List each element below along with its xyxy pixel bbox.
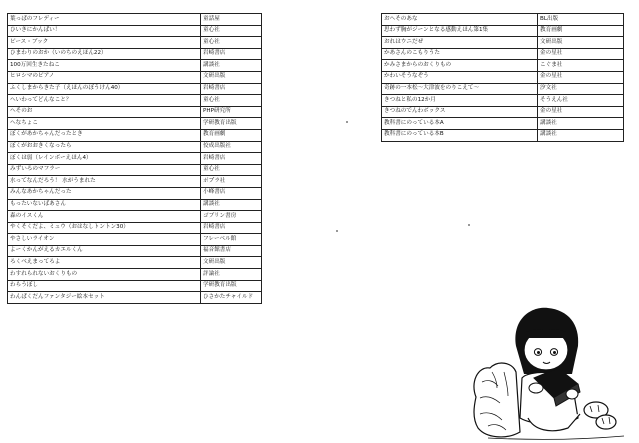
book-title: 水ってなんだろう！ 水がうまれた xyxy=(8,176,201,188)
book-publisher: ポプラ社 xyxy=(201,176,262,188)
book-publisher: 文研出版 xyxy=(201,71,262,83)
book-title: ぼくは弱（レインボーえほん4） xyxy=(8,153,201,165)
scan-speck xyxy=(468,224,470,226)
book-publisher: 福音館書店 xyxy=(201,245,262,257)
book-publisher: フレーベル館 xyxy=(201,234,262,246)
book-row xyxy=(8,60,262,72)
book-title: ひいきにかんぱい！ xyxy=(8,25,201,37)
book-row xyxy=(8,71,262,83)
book-title: おへそのあな xyxy=(382,14,538,26)
book-publisher: 小峰書店 xyxy=(201,187,262,199)
book-title: へいわってどんなこと？ xyxy=(8,95,201,107)
book-publisher: 教育画劇 xyxy=(538,25,624,37)
book-list-right-body xyxy=(382,14,624,142)
book-row xyxy=(8,129,262,141)
book-row xyxy=(8,153,262,165)
book-publisher: 講談社 xyxy=(538,118,624,130)
book-row xyxy=(382,118,624,130)
book-row xyxy=(382,60,624,72)
book-title: ピース・ブック xyxy=(8,37,201,49)
book-row xyxy=(8,257,262,269)
book-publisher: こぐま社 xyxy=(538,60,624,72)
book-publisher: 講談社 xyxy=(538,129,624,141)
book-publisher: ゴブリン書房 xyxy=(201,211,262,223)
book-title: わらうぼし xyxy=(8,280,201,292)
book-list-left xyxy=(7,13,262,304)
book-row xyxy=(8,164,262,176)
book-title: へそのお xyxy=(8,106,201,118)
scan-speck xyxy=(336,230,338,232)
book-title: かあさんのこもりうた xyxy=(382,48,538,60)
book-publisher: 学研教育出版 xyxy=(201,118,262,130)
book-publisher: そうえん社 xyxy=(538,95,624,107)
book-row xyxy=(8,37,262,49)
book-publisher: BL出版 xyxy=(538,14,624,26)
book-title: 思わず胸がジーンとなる感動えほん第1集 xyxy=(382,25,538,37)
book-publisher: 岩崎書店 xyxy=(201,153,262,165)
book-title: 森のイスくん xyxy=(8,211,201,223)
book-row xyxy=(382,14,624,26)
book-publisher: 岩崎書店 xyxy=(201,83,262,95)
book-title: ふくしまからきた子（えほんのぼうけん40） xyxy=(8,83,201,95)
book-row xyxy=(8,245,262,257)
book-publisher: 童心社 xyxy=(201,164,262,176)
book-row xyxy=(8,234,262,246)
book-title: ぼくがおおきくなったら xyxy=(8,141,201,153)
book-title: かわいそうなぞう xyxy=(382,71,538,83)
book-title: ぼくがあかちゃんだったとき xyxy=(8,129,201,141)
book-publisher: 岩崎書店 xyxy=(201,222,262,234)
book-row xyxy=(382,48,624,60)
book-publisher: 佼成出版社 xyxy=(201,141,262,153)
book-row xyxy=(8,280,262,292)
book-publisher: 金の星社 xyxy=(538,48,624,60)
book-row xyxy=(8,211,262,223)
book-row xyxy=(8,141,262,153)
book-row xyxy=(382,83,624,95)
book-row xyxy=(8,118,262,130)
book-title: 奇跡の一本松～大津波をのりこえて～ xyxy=(382,83,538,95)
book-publisher: 評論社 xyxy=(201,269,262,281)
book-publisher: 金の星社 xyxy=(538,71,624,83)
book-title: きつねと私の12か月 xyxy=(382,95,538,107)
hand-shape xyxy=(566,389,578,399)
book-publisher: ひさかたチャイルド xyxy=(201,292,262,304)
book-row xyxy=(8,48,262,60)
book-publisher: 童心社 xyxy=(201,37,262,49)
book-title: ひまわりのおか（いのちのえほん22） xyxy=(8,48,201,60)
book-row xyxy=(8,187,262,199)
book-row xyxy=(8,269,262,281)
book-title: やくそくだよ、ミュウ（おはなしトントン30） xyxy=(8,222,201,234)
book-publisher: PHP研究所 xyxy=(201,106,262,118)
book-title: 教科書にのっている本A xyxy=(382,118,538,130)
book-publisher: 文研出版 xyxy=(538,37,624,49)
book-publisher: 講談社 xyxy=(201,60,262,72)
hand-shape xyxy=(529,383,543,393)
book-title: ヒロシマのピアノ xyxy=(8,71,201,83)
book-publisher: 講談社 xyxy=(201,199,262,211)
book-publisher: 童話屋 xyxy=(201,14,262,26)
book-title: かみさまからのおくりもの xyxy=(382,60,538,72)
child-reading-book-illustration xyxy=(468,302,628,442)
book-row xyxy=(382,37,624,49)
book-row xyxy=(8,14,262,26)
book-row xyxy=(382,71,624,83)
book-list-right xyxy=(381,13,624,142)
book-title: へなちょこ xyxy=(8,118,201,130)
book-title: わんぱくだんファンタジー絵本セット xyxy=(8,292,201,304)
book-publisher: 岩崎書店 xyxy=(201,48,262,60)
book-title: わすれられないおくりもの xyxy=(8,269,201,281)
book-publisher: 文研出版 xyxy=(201,257,262,269)
book-list-left-body xyxy=(8,14,262,304)
book-publisher: 学研教育出版 xyxy=(201,280,262,292)
book-title: 教科書にのっている本B xyxy=(382,129,538,141)
book-title: みんなあかちゃんだった xyxy=(8,187,201,199)
book-row xyxy=(8,106,262,118)
book-row xyxy=(8,95,262,107)
book-row xyxy=(8,199,262,211)
book-publisher: 童心社 xyxy=(201,25,262,37)
book-publisher: 童心社 xyxy=(201,95,262,107)
foot-shape xyxy=(596,415,616,429)
book-row xyxy=(382,25,624,37)
book-title: おれはウニだぜ xyxy=(382,37,538,49)
book-title: もったいないばあさん xyxy=(8,199,201,211)
scan-speck xyxy=(346,121,348,123)
book-row xyxy=(8,292,262,304)
cushion-shape xyxy=(474,363,520,437)
book-row xyxy=(8,176,262,188)
book-title: 葉っぱのフレディー xyxy=(8,14,201,26)
book-title: きつねのでんわボックス xyxy=(382,106,538,118)
book-row xyxy=(382,129,624,141)
book-row xyxy=(382,95,624,107)
book-title: よーくかんがえるカエルくん xyxy=(8,245,201,257)
book-title: 100万回生きたねこ xyxy=(8,60,201,72)
book-publisher: 汐文社 xyxy=(538,83,624,95)
book-publisher: 金の星社 xyxy=(538,106,624,118)
book-row xyxy=(8,25,262,37)
book-title: みずいろのマフラー xyxy=(8,164,201,176)
book-publisher: 教育画劇 xyxy=(201,129,262,141)
book-title: ろくべえまってろよ xyxy=(8,257,201,269)
book-row xyxy=(382,106,624,118)
book-title: やさしいライオン xyxy=(8,234,201,246)
book-row xyxy=(8,83,262,95)
book-row xyxy=(8,222,262,234)
